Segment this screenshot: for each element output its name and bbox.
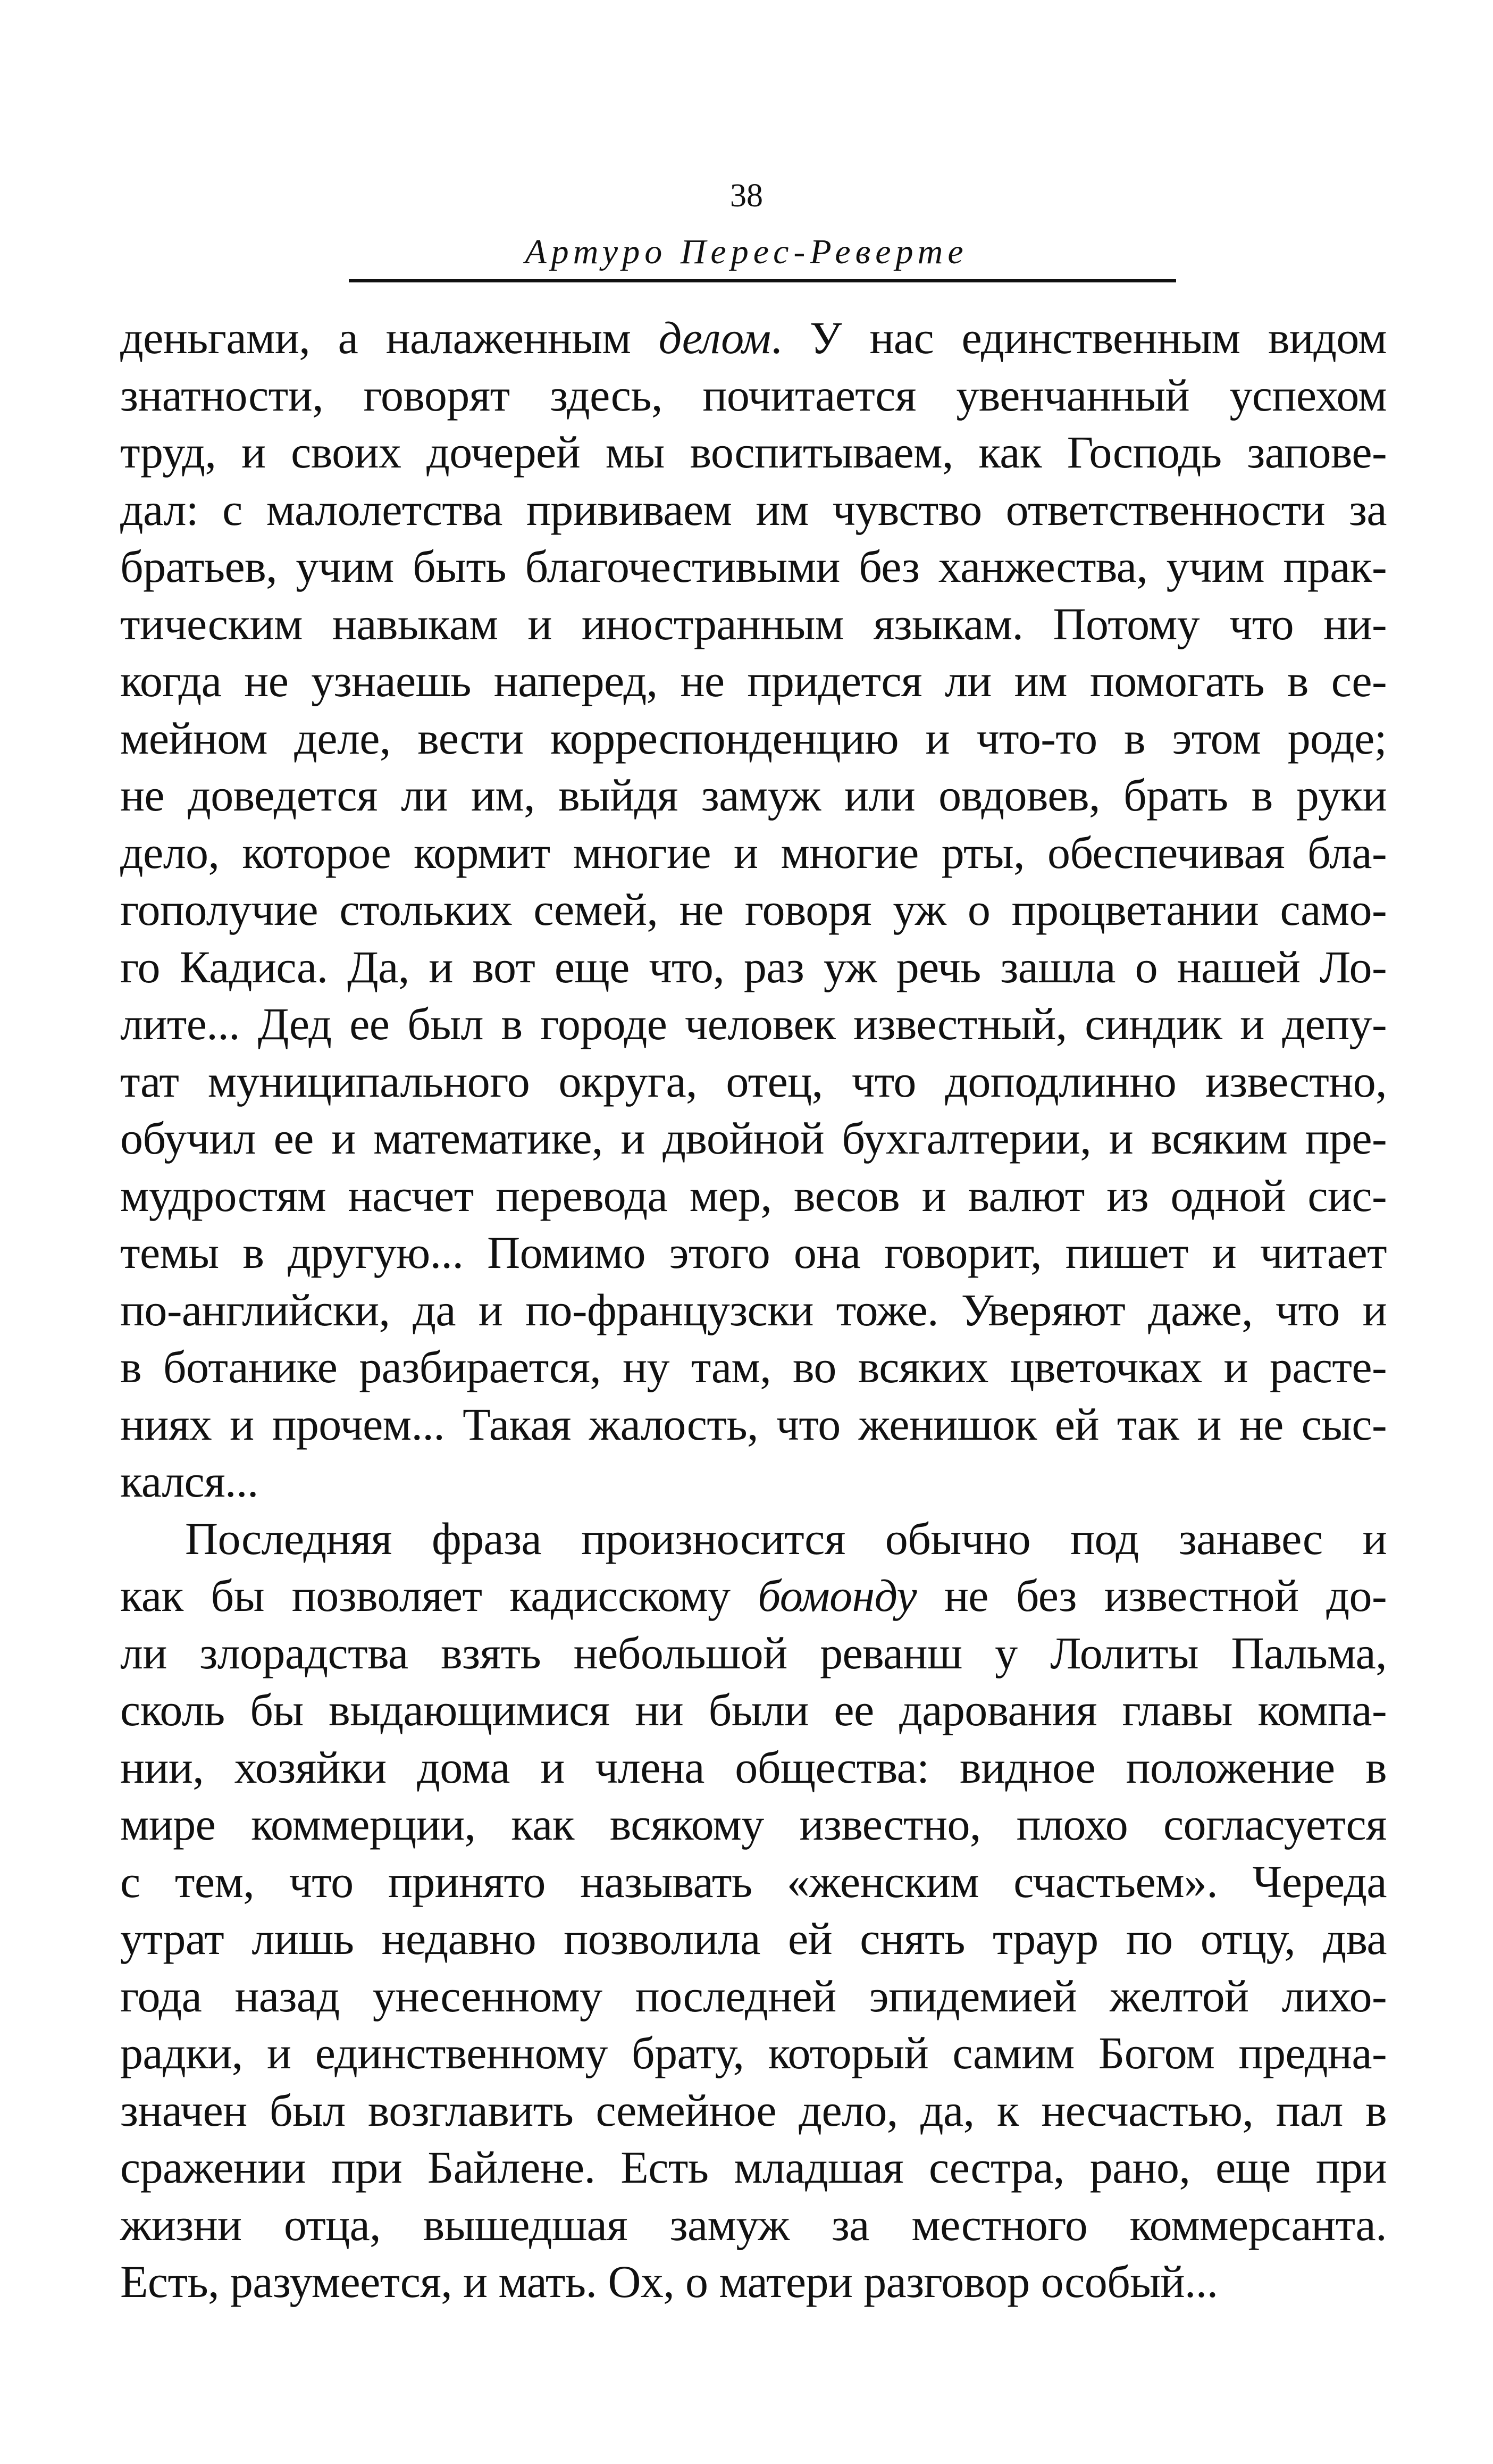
text-line xyxy=(120,1339,1387,1396)
text-run: Последняя фраза произносится обычно под занавес и xyxy=(185,1513,1387,1564)
text-run: значен был возглавить семейное дело, да, к несчастью, пал в xyxy=(120,2084,1387,2136)
text-run: кался... xyxy=(120,1456,258,1507)
text-line xyxy=(120,881,1387,939)
text-run: сколь бы выдающимися ни были ее дарования главы компа- xyxy=(120,1684,1387,1735)
text-line xyxy=(120,2253,1387,2311)
text-line xyxy=(120,1796,1387,1853)
text-run: обучил ее и математике, и двойной бухгалтерии, и всяким пре- xyxy=(120,1113,1387,1164)
text-run: не доведется ли им, выйдя замуж или овдовев, брать в руки xyxy=(120,770,1387,821)
text-run: знатности, говорят здесь, почитается увенчанный успехом xyxy=(120,369,1387,421)
text-run: мудростям насчет перевода мер, весов и валют из одной сис- xyxy=(120,1170,1387,1221)
italic-term: бомонду xyxy=(758,1570,917,1621)
text-line xyxy=(120,824,1387,882)
running-head: Артуро Перес-Реверте xyxy=(525,232,968,271)
text-run: жизни отца, вышедшая замуж за местного коммерсанта. xyxy=(120,2199,1387,2250)
text-run: нии, хозяйки дома и члена общества: видное положение в xyxy=(120,1741,1387,1793)
text-line xyxy=(120,939,1387,996)
text-line xyxy=(120,2139,1387,2196)
text-run: в ботанике разбирается, ну там, во всяких цветочках и расте- xyxy=(120,1341,1387,1392)
italic-term: делом xyxy=(658,312,771,363)
header-rule xyxy=(349,279,1176,282)
text-line xyxy=(120,1853,1387,1911)
text-run: дал: с малолетства прививаем им чувство ответственности за xyxy=(120,483,1387,535)
text-run: деньгами, а налаженным xyxy=(120,312,659,363)
text-line xyxy=(120,2025,1387,2082)
text-run: как бы позволяет кадисскому xyxy=(120,1570,758,1621)
text-run: ли злорадства взять небольшой реванш у Лолиты Пальма, xyxy=(120,1627,1387,1678)
text-run: по-английски, да и по-французски тоже. Уверяют даже, что и xyxy=(120,1284,1387,1335)
text-run: радки, и единственному брату, который самим Богом предна- xyxy=(120,2027,1387,2078)
page-number: 38 xyxy=(730,178,763,214)
text-line xyxy=(120,1910,1387,1968)
text-line xyxy=(120,1053,1387,1110)
text-line xyxy=(120,767,1387,824)
text-line xyxy=(120,1625,1387,1682)
text-line xyxy=(120,1224,1387,1282)
text-run: . У нас единственным видом xyxy=(770,312,1387,363)
text-run: когда не узнаешь наперед, не придется ли им помогать в се- xyxy=(120,655,1387,706)
text-line xyxy=(120,367,1387,424)
text-run: ниях и прочем... Такая жалость, что женишок ей так и не сыс- xyxy=(120,1398,1387,1450)
text-run: утрат лишь недавно позволила ей снять траур по отцу, два xyxy=(120,1913,1387,1964)
text-run: года назад унесенному последней эпидемией желтой лихо- xyxy=(120,1970,1387,2022)
text-run: го Кадиса. Да, и вот еще что, раз уж речь зашла о нашей Ло- xyxy=(120,941,1387,992)
text-line xyxy=(120,596,1387,653)
text-run: лите... Дед ее был в городе человек известный, синдик и депу- xyxy=(120,998,1387,1049)
text-line xyxy=(120,996,1387,1053)
text-run: дело, которое кормит многие и многие рты, обеспечивая бла- xyxy=(120,826,1387,878)
body-text xyxy=(120,310,1387,2311)
text-line xyxy=(120,1110,1387,1167)
text-run: тат муниципального округа, отец, что доподлинно известно, xyxy=(120,1055,1387,1107)
text-run: мире коммерции, как всякому известно, плохо согласуется xyxy=(120,1799,1387,1850)
text-line xyxy=(120,1968,1387,2025)
text-line xyxy=(120,424,1387,481)
text-line xyxy=(120,710,1387,767)
text-line xyxy=(120,310,1387,367)
text-run: темы в другую... Помимо этого она говорит, пишет и читает xyxy=(120,1227,1387,1278)
text-line xyxy=(120,1682,1387,1739)
text-line xyxy=(120,2082,1387,2140)
text-line xyxy=(120,538,1387,596)
text-run: тическим навыкам и иностранным языкам. Потому что ни- xyxy=(120,598,1387,649)
text-line xyxy=(120,1739,1387,1797)
text-line xyxy=(120,1282,1387,1339)
text-line xyxy=(120,1453,1387,1510)
text-line xyxy=(120,1396,1387,1454)
text-line xyxy=(120,653,1387,710)
text-run: не без известной до- xyxy=(916,1570,1387,1621)
text-run: сражении при Байлене. Есть младшая сестра, рано, еще при xyxy=(120,2142,1387,2193)
text-line xyxy=(120,481,1387,539)
text-run: Есть, разумеется, и мать. Ох, о матери разговор особый... xyxy=(120,2256,1218,2307)
text-line xyxy=(120,1567,1387,1625)
text-run: гополучие стольких семей, не говоря уж о процветании само- xyxy=(120,884,1387,935)
text-run: с тем, что принято называть «женским счастьем». Череда xyxy=(120,1856,1387,1907)
text-run: мейном деле, вести корреспонденцию и что-то в этом роде; xyxy=(120,712,1387,764)
text-line xyxy=(120,2196,1387,2254)
text-line xyxy=(120,1510,1387,1568)
text-line xyxy=(120,1167,1387,1225)
text-run: братьев, учим быть благочестивыми без ханжества, учим прак- xyxy=(120,541,1387,592)
text-run: труд, и своих дочерей мы воспитываем, как Господь запове- xyxy=(120,427,1387,478)
